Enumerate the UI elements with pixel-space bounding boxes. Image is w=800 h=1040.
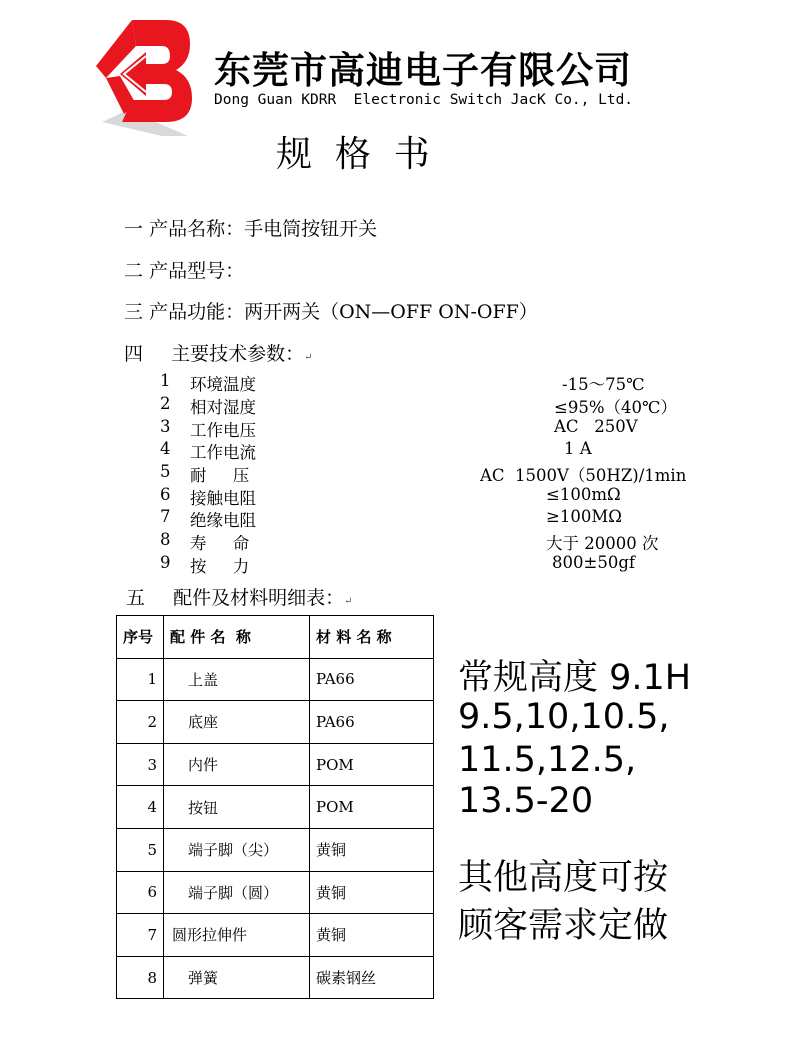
parameter-name: 绝缘电阻 [190,511,256,530]
section-label: 主要技术参数： [171,343,305,365]
table-row [117,828,434,871]
parameter-row [160,485,700,507]
document-title: 规 格 书 [276,134,430,175]
table-row [117,743,434,786]
parameter-name: 按 力 [190,557,250,576]
parameter-row [160,371,700,393]
parameter-row [160,439,700,461]
cell-part: 内件 [164,743,310,786]
parameter-name: 环境温度 [190,375,256,394]
section-number: 一 [124,218,144,240]
cell-no: 8 [117,956,164,999]
parameter-number: 8 [160,530,171,549]
parameter-number: 4 [160,439,171,458]
cell-no: 7 [117,914,164,957]
parameter-row [160,394,700,416]
parameter-value: ≤95%（40℃） [554,398,677,417]
custom-height-note-line: 其他高度可按 [458,858,669,898]
parameter-row [160,507,700,529]
cell-no: 4 [117,786,164,829]
cell-part: 按钮 [164,786,310,829]
parameter-number: 1 [160,371,171,390]
table-row [117,658,434,701]
parameter-name: 工作电压 [190,421,256,440]
parameter-value: AC 1500V（50HZ)/1min [480,466,687,485]
parameter-value: 1 A [564,439,592,458]
cell-part: 底座 [164,701,310,744]
cell-no: 2 [117,701,164,744]
cell-part: 端子脚（圆） [164,871,310,914]
parameter-name: 工作电流 [190,443,256,462]
cell-no: 5 [117,828,164,871]
cell-material: 黄铜 [310,914,434,957]
parameter-row [160,462,700,484]
cell-no: 6 [117,871,164,914]
company-name-en: Dong Guan KDRR Electronic Switch JacK Co., Ltd. [214,92,634,108]
parameter-number: 3 [160,417,171,436]
cell-material: 黄铜 [310,828,434,871]
parameter-value: 800±50gf [552,553,635,572]
height-note-line: 11.5,12.5, [458,740,637,780]
section-parts-materials [126,583,352,610]
cell-part: 上盖 [164,658,310,701]
section-technical-parameters [124,339,312,366]
table-row [117,786,434,829]
table-row [117,914,434,957]
parameter-number: 5 [160,462,171,481]
section-number: 二 [124,260,144,282]
parameter-value: AC 250V [554,417,638,436]
parameter-value: ≥100MΩ [546,507,622,526]
parameter-name: 耐 压 [190,466,250,485]
section-label: 产品型号： [149,260,245,282]
custom-height-note-line: 顾客需求定做 [458,906,669,946]
section-product-function [124,297,538,324]
parameter-name: 接触电阻 [190,489,256,508]
parameter-value: ≤100mΩ [546,485,621,504]
cell-material: PA66 [310,701,434,744]
section-product-name [124,214,377,241]
cell-material: 黄铜 [310,871,434,914]
height-note-line: 13.5-20 [458,781,594,821]
parameter-name: 寿 命 [190,534,250,553]
paragraph-mark: ↵ [344,596,353,607]
cell-part: 弹簧 [164,956,310,999]
table-header-row [117,616,434,659]
company-name-cn: 东莞市高迪电子有限公司 [214,49,632,92]
paragraph-mark: ↵ [304,352,313,363]
section-label: 产品名称：手电筒按钮开关 [149,218,378,240]
height-note-line: 常规高度 9.1H [458,658,692,698]
section-label: 配件及材料明细表： [173,587,345,609]
cell-material: PA66 [310,658,434,701]
parameter-name: 相对湿度 [190,398,256,417]
cell-part: 圆形拉伸件 [164,914,310,957]
parameter-value: -15～75℃ [562,375,645,394]
parameter-row [160,417,700,439]
company-logo [92,14,196,136]
cell-material: 碳素钢丝 [310,956,434,999]
parameter-number: 6 [160,485,171,504]
section-product-model [124,256,244,283]
parts-materials-table [116,615,434,999]
cell-material: POM [310,743,434,786]
table-row [117,701,434,744]
table-row [117,956,434,999]
cell-material: POM [310,786,434,829]
section-number: 三 [124,301,144,323]
section-number: 四 [124,343,144,365]
parameter-number: 2 [160,394,171,413]
height-note-line: 9.5,10,10.5, [458,697,670,737]
header-part: 配 件 名 称 [164,616,310,659]
section-label: 产品功能：两开两关（ON—OFF ON-OFF） [149,301,538,323]
header-material: 材 料 名 称 [310,616,434,659]
header-no: 序号 [117,616,164,659]
parameter-number: 9 [160,553,171,572]
parameter-row [160,553,700,575]
parameter-row [160,530,700,552]
cell-no: 1 [117,658,164,701]
parameter-number: 7 [160,507,171,526]
table-row [117,871,434,914]
cell-no: 3 [117,743,164,786]
section-number: 五 [126,587,146,609]
cell-part: 端子脚（尖） [164,828,310,871]
parameter-value: 大于 20000 次 [546,534,659,553]
